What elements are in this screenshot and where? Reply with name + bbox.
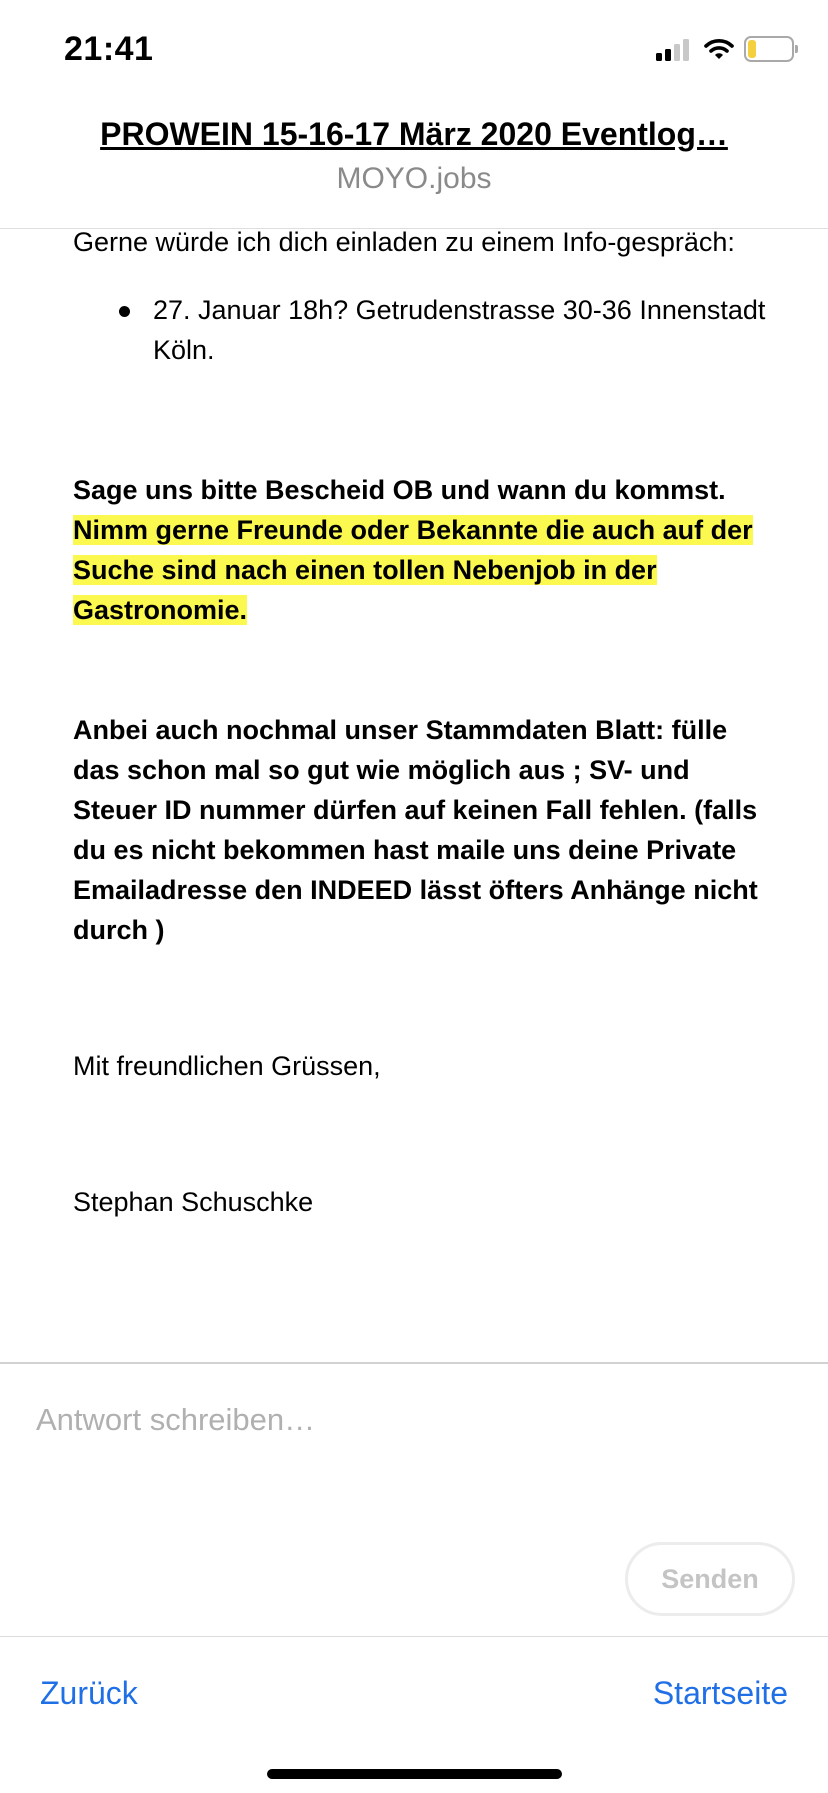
message-subject: PROWEIN 15-16-17 März 2020 Eventlog…: [100, 116, 728, 152]
attachment-note: Anbei auch nochmal unser Stammdaten Blatt: fülle das schon mal so gut wie möglich aus ; SV- und Steuer ID nummer dürfen auf keinen Fall fehlen. (falls du es nicht bekommen hast maile uns deine Private Emailadresse den INDEED lässt öfters Anhänge nicht durch ): [73, 715, 758, 945]
status-bar: [0, 0, 828, 96]
message-sender: MOYO.jobs: [336, 162, 492, 195]
message-body: [73, 222, 773, 1222]
appointment-list: [73, 290, 773, 370]
battery-level-fill: [748, 40, 756, 58]
status-icons: [656, 34, 794, 64]
highlighted-text: Nimm gerne Freunde oder Bekannte die auch auf der Suche sind nach einen tollen Nebenjob in der Gastronomie.: [73, 515, 753, 625]
list-item: [153, 290, 773, 370]
appointment-text: 27. Januar 18h? Getrudenstrasse 30-36 Innenstadt Köln.: [153, 295, 766, 365]
notice-bold-text: Sage uns bitte Bescheid OB und wann du kommst.: [73, 475, 726, 505]
home-indicator[interactable]: [267, 1769, 562, 1779]
bottom-nav: [0, 1636, 828, 1793]
bullet-icon: [119, 306, 130, 317]
reply-input[interactable]: [36, 1390, 776, 1450]
message-intro: Gerne würde ich dich einladen zu einem Info-gespräch:: [73, 227, 735, 257]
greeting: Mit freundlichen Grüssen,: [73, 1051, 381, 1081]
send-button[interactable]: Senden: [625, 1542, 795, 1616]
notice-paragraph: [73, 470, 773, 630]
signature: Stephan Schuschke: [73, 1187, 314, 1217]
reply-area: [0, 1362, 828, 1638]
battery-icon: [744, 36, 794, 62]
home-link[interactable]: Startseite: [652, 1675, 788, 1711]
message-header: [0, 96, 828, 229]
back-link[interactable]: Zurück: [40, 1675, 138, 1711]
wifi-icon: [704, 37, 734, 61]
status-time: 21:41: [64, 30, 154, 68]
cellular-signal-icon: [656, 37, 692, 61]
